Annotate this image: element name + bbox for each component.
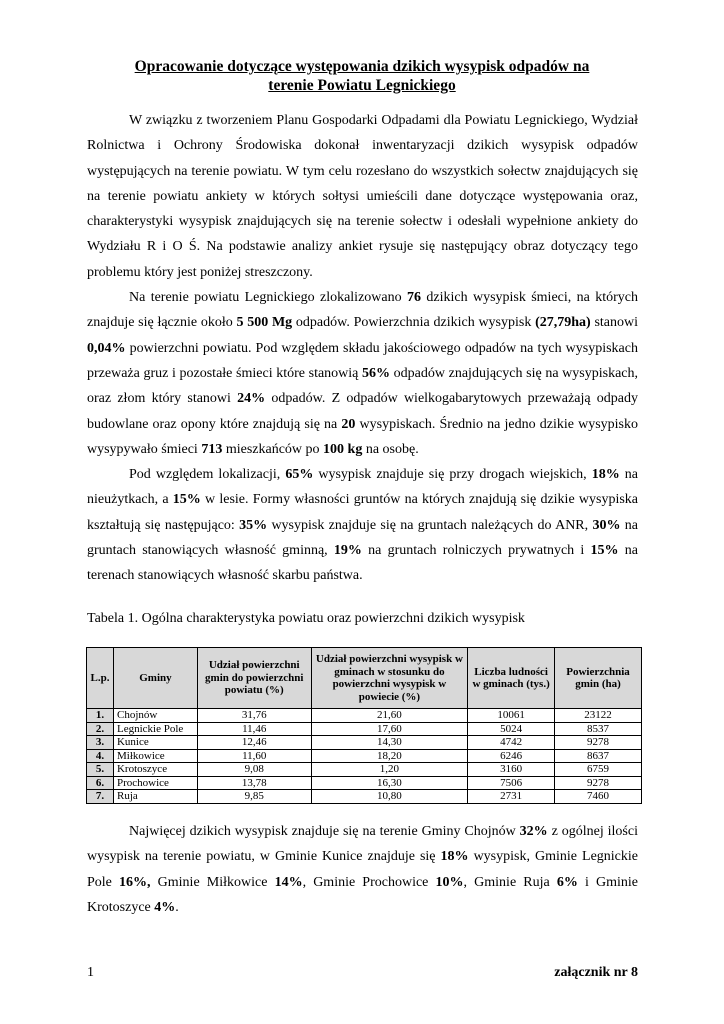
cell-dump-share: 17,60 xyxy=(311,722,468,736)
cell-gmina: Miłkowice xyxy=(113,749,197,763)
cell-area: 9278 xyxy=(555,776,642,790)
table-row xyxy=(87,736,642,750)
cell-population: 10061 xyxy=(468,709,555,723)
cell-lp: 2. xyxy=(87,722,114,736)
table-row xyxy=(87,709,642,723)
cell-area: 7460 xyxy=(555,790,642,804)
cell-gmina: Legnickie Pole xyxy=(113,722,197,736)
cell-area-share: 9,08 xyxy=(197,763,311,777)
paragraph-location: Pod względem lokalizacji, 65% wysypisk znajduje się przy drogach wiejskich, 18% na nieużytkach, a 15% w lesie. Formy własności gruntów na których znajdują się dzikie wysypiska kształtują się następująco: 35% wysypisk znajduje się na gruntach należących do ANR, 30% na gruntach stanowiących własność gminną, 19% na gruntach rolniczych prywatnych i 15% na terenach stanowiących własność skarbu państwa. xyxy=(87,467,639,584)
document-title xyxy=(80,57,644,95)
cell-area: 8637 xyxy=(555,749,642,763)
paragraph-statistics: Na terenie powiatu Legnickiego zlokalizowano 76 dzikich wysypisk śmieci, na których znajduje się łącznie około 5 500 Mg odpadów. Powierzchnia dzikich wysypisk (27,79ha) stanowi 0,04% powierzchni powiatu. Pod względem składu jakościowego odpadów na tych wysypiskach przeważa gruz i pozostałe śmieci które stanowią 56% odpadów znajdujących się na wysypiskach, oraz złom który stanowi 24% odpadów. Z odpadów wielkogabarytowych przeważają odpady budowlane oraz opony które znajdują się na 20 wysypiskach. Średnio na jedno dzikie wysypisko wysypywało śmieci 713 mieszkańców po 100 kg na osobę. xyxy=(87,290,639,457)
document-body xyxy=(87,108,638,589)
cell-lp: 4. xyxy=(87,749,114,763)
cell-lp: 5. xyxy=(87,763,114,777)
cell-lp: 7. xyxy=(87,790,114,804)
table-caption: Tabela 1. Ogólna charakterystyka powiatu oraz powierzchni dzikich wysypisk xyxy=(87,611,525,626)
cell-population: 5024 xyxy=(468,722,555,736)
page-number: 1 xyxy=(87,965,94,980)
cell-gmina: Kunice xyxy=(113,736,197,750)
cell-area-share: 13,78 xyxy=(197,776,311,790)
cell-dump-share: 18,20 xyxy=(311,749,468,763)
header-gminy: Gminy xyxy=(113,648,197,709)
characteristics-table xyxy=(86,647,642,804)
cell-dump-share: 1,20 xyxy=(311,763,468,777)
header-dump-share: Udział powierzchni wysypisk w gminach w stosunku do powierzchni wysypisk w powiecie (%) xyxy=(311,648,468,709)
attachment-label: załącznik nr 8 xyxy=(554,965,638,980)
cell-gmina: Chojnów xyxy=(113,709,197,723)
cell-population: 6246 xyxy=(468,749,555,763)
cell-gmina: Ruja xyxy=(113,790,197,804)
cell-gmina: Prochowice xyxy=(113,776,197,790)
table-row xyxy=(87,776,642,790)
cell-lp: 3. xyxy=(87,736,114,750)
cell-dump-share: 16,30 xyxy=(311,776,468,790)
cell-area: 23122 xyxy=(555,709,642,723)
cell-population: 3160 xyxy=(468,763,555,777)
cell-population: 7506 xyxy=(468,776,555,790)
table-row xyxy=(87,722,642,736)
table-row xyxy=(87,790,642,804)
cell-area-share: 11,46 xyxy=(197,722,311,736)
cell-lp: 1. xyxy=(87,709,114,723)
cell-lp: 6. xyxy=(87,776,114,790)
cell-dump-share: 14,30 xyxy=(311,736,468,750)
header-area: Powierzchnia gmin (ha) xyxy=(555,648,642,709)
table-row xyxy=(87,749,642,763)
cell-area-share: 31,76 xyxy=(197,709,311,723)
header-lp: L.p. xyxy=(87,648,114,709)
header-population: Liczba ludności w gminach (tys.) xyxy=(468,648,555,709)
cell-area-share: 9,85 xyxy=(197,790,311,804)
cell-dump-share: 10,80 xyxy=(311,790,468,804)
cell-area: 9278 xyxy=(555,736,642,750)
cell-population: 4742 xyxy=(468,736,555,750)
cell-area-share: 11,60 xyxy=(197,749,311,763)
paragraph-summary: Najwięcej dzikich wysypisk znajduje się na terenie Gminy Chojnów 32% z ogólnej ilości wysypisk na terenie powiatu, w Gminie Kunice znajduje się 18% wysypisk, Gminie Legnickie Pole 16%, Gminie Miłkowice 14%, Gminie Prochowice 10%, Gminie Ruja 6% i Gminie Krotoszyce 4%. xyxy=(87,824,638,915)
title-line-1: Opracowanie dotyczące występowania dzikich wysypisk odpadów na xyxy=(134,58,590,75)
cell-area: 6759 xyxy=(555,763,642,777)
cell-dump-share: 21,60 xyxy=(311,709,468,723)
cell-gmina: Krotoszyce xyxy=(113,763,197,777)
cell-area: 8537 xyxy=(555,722,642,736)
paragraph-intro: W związku z tworzeniem Planu Gospodarki Odpadami dla Powiatu Legnickiego, Wydział Rolnictwa i Ochrony Środowiska dokonał inwentaryzacji dzikich wysypisk odpadów występujących na terenie powiatu. W tym celu rozesłano do wszystkich sołectw znajdujących się na terenie powiatu ankiety w których sołtysi umieścili dane dotyczące występowania oraz, charakterystyki wysypisk znajdujących się na terenie sołectw i odesłali wypełnione ankiety do Wydziału R i O Ś. Na podstawie analizy ankiet rysuje się następujący obraz dotyczący tego problemu który jest poniżej streszczony. xyxy=(87,113,638,280)
document-body-after-table xyxy=(87,819,638,920)
table-row xyxy=(87,763,642,777)
title-line-2: terenie Powiatu Legnickiego xyxy=(268,77,456,94)
cell-population: 2731 xyxy=(468,790,555,804)
header-area-share: Udział powierzchni gmin do powierzchni powiatu (%) xyxy=(197,648,311,709)
cell-area-share: 12,46 xyxy=(197,736,311,750)
